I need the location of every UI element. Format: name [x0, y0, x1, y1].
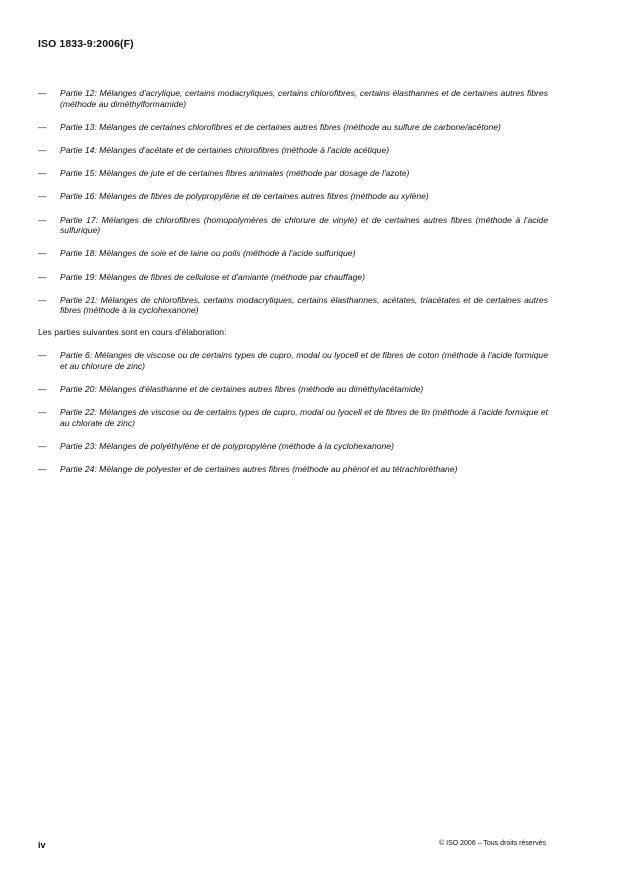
list-item [38, 407, 548, 428]
list-item-text: Partie 24: Mélange de polyester et de certaines autres fibres (méthode au phénol et au tétrachloréthane) [60, 464, 458, 475]
list-dash-marker: — [38, 214, 47, 225]
list-item-text: Partie 13: Mélanges de certaines chlorofibres et de certaines autres fibres (méthode au sulfure de carbone/acétone) [60, 121, 501, 132]
list-item-text: Partie 12: Mélanges d'acrylique, certains modacryliques, certains chlorofibres, certains élasthannes et de certaines autres fibres (méthode au diméthylformamide) [60, 88, 548, 109]
list-dash-marker: — [38, 144, 47, 155]
list-dash-marker: — [38, 294, 47, 305]
list-item [38, 168, 548, 179]
list-dash-marker: — [38, 441, 47, 452]
list-dash-marker: — [38, 271, 47, 282]
list-dash-marker: — [38, 168, 47, 179]
list-dash-marker: — [38, 350, 47, 361]
list-item [38, 248, 548, 259]
list-item-text: Partie 15: Mélanges de jute et de certaines fibres animales (méthode par dosage de l'azote) [60, 168, 410, 179]
list-item [38, 350, 548, 371]
list-item [38, 145, 548, 156]
list-item-text: Partie 20: Mélanges d'élasthanne et de certaines autres fibres (méthode au diméthylacétamide) [60, 384, 424, 395]
in-preparation-parts-list [38, 350, 548, 475]
list-item-text: Partie 18: Mélanges de soie et de laine ou poils (méthode à l'acide sulfurique) [60, 248, 356, 259]
list-item-text: Partie 19: Mélanges de fibres de cellulose et d'amiante (méthode par chauffage) [60, 271, 365, 282]
document-header-title: ISO 1833-9:2006(F) [38, 38, 134, 50]
list-item [38, 441, 548, 452]
list-dash-marker: — [38, 191, 47, 202]
document-body [38, 88, 548, 488]
list-dash-marker: — [38, 464, 47, 475]
list-dash-marker: — [38, 384, 47, 395]
list-item [38, 215, 548, 236]
copyright-notice: © ISO 2006 – Tous droits réservés [439, 840, 546, 847]
list-item [38, 88, 548, 109]
list-item [38, 272, 548, 283]
list-dash-marker: — [38, 407, 47, 418]
list-item-text: Partie 16: Mélanges de fibres de polypropylène et de certaines autres fibres (méthode au xylène) [60, 191, 429, 202]
list-item-text: Partie 6: Mélanges de viscose ou de certains types de cupro, modal ou lyocell et de fibres de coton (méthode à l'acide formique et au chlorure de zinc) [60, 350, 548, 372]
list-item-text: Partie 21: Mélanges de chlorofibres, certains modacryliques, certains élasthannes, acétates, triacétates et de certaines autres fibres (méthode à la cyclohexanone) [60, 294, 548, 316]
list-item-text: Partie 23: Mélanges de polyéthylène et de polypropylène (méthode à la cyclohexanone) [60, 441, 394, 452]
list-dash-marker: — [38, 121, 47, 132]
list-dash-marker: — [38, 88, 47, 98]
published-parts-list [38, 88, 548, 316]
in-preparation-intro: Les parties suivantes sont en cours d'élaboration: [38, 327, 227, 338]
list-item [38, 464, 548, 475]
page-number: iv [38, 840, 46, 850]
list-item [38, 191, 548, 202]
list-item-text: Partie 17: Mélanges de chlorofibres (homopolymères de chlorure de vinyle) et de certaines autres fibres (méthode à l'acide sulfurique) [60, 214, 548, 236]
list-item-text: Partie 14: Mélanges d'acétate et de certaines chlorofibres (méthode à l'acide acétique) [60, 144, 390, 155]
list-item [38, 295, 548, 316]
list-item [38, 384, 548, 395]
list-item [38, 122, 548, 133]
list-dash-marker: — [38, 248, 47, 259]
list-item-text: Partie 22: Mélanges de viscose ou de certains types de cupro, modal ou lyocell et de fibres de lin (méthode à l'acide formique et au chlorate de zinc) [60, 407, 548, 429]
